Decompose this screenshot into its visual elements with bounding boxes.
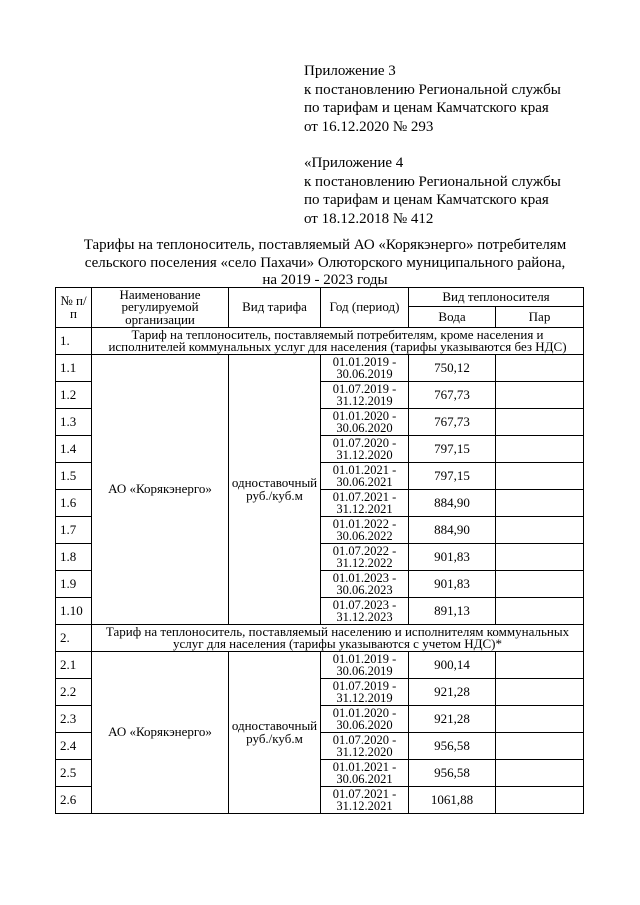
org-name: АО «Корякэнерго» <box>92 652 229 814</box>
steam-value <box>496 544 584 571</box>
table-row <box>56 355 584 382</box>
period-cell: 01.07.2021 - 31.12.2021 <box>321 490 409 517</box>
period-cell: 01.01.2021 - 30.06.2021 <box>321 463 409 490</box>
period-cell: 01.01.2019 - 30.06.2019 <box>321 652 409 679</box>
section-title: Тариф на теплоноситель, поставляемый потребителям, кроме населения и исполнителей коммунальных услуг для населения (тарифы указываются без НДС) <box>92 328 584 355</box>
period-cell: 01.07.2022 - 31.12.2022 <box>321 544 409 571</box>
period-cell: 01.07.2020 - 31.12.2020 <box>321 733 409 760</box>
water-value: 1061,88 <box>409 787 496 814</box>
header-carrier: Вид теплоносителя <box>409 288 584 307</box>
header-line: по тарифам и ценам Камчатского края <box>304 192 549 208</box>
row-num: 2.1 <box>56 652 92 679</box>
document-title <box>40 237 610 290</box>
water-value: 901,83 <box>409 571 496 598</box>
steam-value <box>496 463 584 490</box>
row-num: 2.4 <box>56 733 92 760</box>
row-num: 2.6 <box>56 787 92 814</box>
steam-value <box>496 409 584 436</box>
period-cell: 01.01.2020 - 30.06.2020 <box>321 706 409 733</box>
period-cell: 01.01.2021 - 30.06.2021 <box>321 760 409 787</box>
header-line: к постановлению Региональной службы <box>304 81 561 98</box>
header-org: Наименование регулируемой организации <box>92 288 229 328</box>
header-tariff-type: Вид тарифа <box>229 288 321 328</box>
appendix-header <box>304 62 561 246</box>
steam-value <box>496 787 584 814</box>
tariff-type: одноставочный руб./куб.м <box>229 355 321 625</box>
period-cell: 01.07.2019 - 31.12.2019 <box>321 679 409 706</box>
header-period: Год (период) <box>321 288 409 328</box>
header-line: Приложение 3 <box>304 63 396 79</box>
row-num: 1.8 <box>56 544 92 571</box>
row-num: 1.6 <box>56 490 92 517</box>
period-cell: 01.07.2021 - 31.12.2021 <box>321 787 409 814</box>
period-cell: 01.01.2022 - 30.06.2022 <box>321 517 409 544</box>
row-num: 2.5 <box>56 760 92 787</box>
row-num: 2.3 <box>56 706 92 733</box>
row-num: 1.5 <box>56 463 92 490</box>
water-value: 797,15 <box>409 436 496 463</box>
section-num: 1. <box>56 328 92 355</box>
water-value: 884,90 <box>409 490 496 517</box>
steam-value <box>496 598 584 625</box>
water-value: 767,73 <box>409 409 496 436</box>
table-header-row <box>56 288 584 307</box>
title-line: на 2019 - 2023 годы <box>262 272 388 288</box>
row-num: 2.2 <box>56 679 92 706</box>
period-cell: 01.07.2019 - 31.12.2019 <box>321 382 409 409</box>
water-value: 797,15 <box>409 463 496 490</box>
header-water: Вода <box>409 307 496 328</box>
row-num: 1.10 <box>56 598 92 625</box>
water-value: 921,28 <box>409 679 496 706</box>
header-num: № п/п <box>56 288 92 328</box>
title-line: Тарифы на теплоноситель, поставляемый АО «Корякэнерго» потребителям <box>83 237 567 253</box>
steam-value <box>496 436 584 463</box>
steam-value <box>496 382 584 409</box>
header-line: «Приложение 4 <box>304 155 404 171</box>
steam-value <box>496 355 584 382</box>
water-value: 900,14 <box>409 652 496 679</box>
tariff-table <box>55 287 584 814</box>
row-num: 1.4 <box>56 436 92 463</box>
water-value: 956,58 <box>409 760 496 787</box>
steam-value <box>496 706 584 733</box>
header-line: по тарифам и ценам Камчатского края <box>304 100 549 116</box>
period-cell: 01.01.2020 - 30.06.2020 <box>321 409 409 436</box>
steam-value <box>496 490 584 517</box>
steam-value <box>496 571 584 598</box>
row-num: 1.1 <box>56 355 92 382</box>
section-row <box>56 328 584 355</box>
period-cell: 01.01.2019 - 30.06.2019 <box>321 355 409 382</box>
section-row <box>56 625 584 652</box>
water-value: 884,90 <box>409 517 496 544</box>
water-value: 901,83 <box>409 544 496 571</box>
section-title: Тариф на теплоноситель, поставляемый населению и исполнителям коммунальных услуг для населения (тарифы указываются с учетом НДС)* <box>92 625 584 652</box>
steam-value <box>496 679 584 706</box>
row-num: 1.2 <box>56 382 92 409</box>
row-num: 1.9 <box>56 571 92 598</box>
title-line: сельского поселения «село Пахачи» Олюторского муниципального района, <box>84 254 566 271</box>
header-steam: Пар <box>496 307 584 328</box>
appendix-4-block <box>304 154 561 228</box>
row-num: 1.7 <box>56 517 92 544</box>
water-value: 750,12 <box>409 355 496 382</box>
water-value: 891,13 <box>409 598 496 625</box>
org-name: АО «Корякэнерго» <box>92 355 229 625</box>
row-num: 1.3 <box>56 409 92 436</box>
tariff-type: одноставочный руб./куб.м <box>229 652 321 814</box>
steam-value <box>496 517 584 544</box>
steam-value <box>496 652 584 679</box>
steam-value <box>496 760 584 787</box>
table-row <box>56 652 584 679</box>
water-value: 921,28 <box>409 706 496 733</box>
water-value: 767,73 <box>409 382 496 409</box>
header-line: от 16.12.2020 № 293 <box>304 118 434 135</box>
section-num: 2. <box>56 625 92 652</box>
header-line: к постановлению Региональной службы <box>304 173 561 190</box>
header-line: от 18.12.2018 № 412 <box>304 210 434 227</box>
appendix-3-block <box>304 62 561 136</box>
steam-value <box>496 733 584 760</box>
period-cell: 01.07.2020 - 31.12.2020 <box>321 436 409 463</box>
period-cell: 01.07.2023 - 31.12.2023 <box>321 598 409 625</box>
period-cell: 01.01.2023 - 30.06.2023 <box>321 571 409 598</box>
water-value: 956,58 <box>409 733 496 760</box>
